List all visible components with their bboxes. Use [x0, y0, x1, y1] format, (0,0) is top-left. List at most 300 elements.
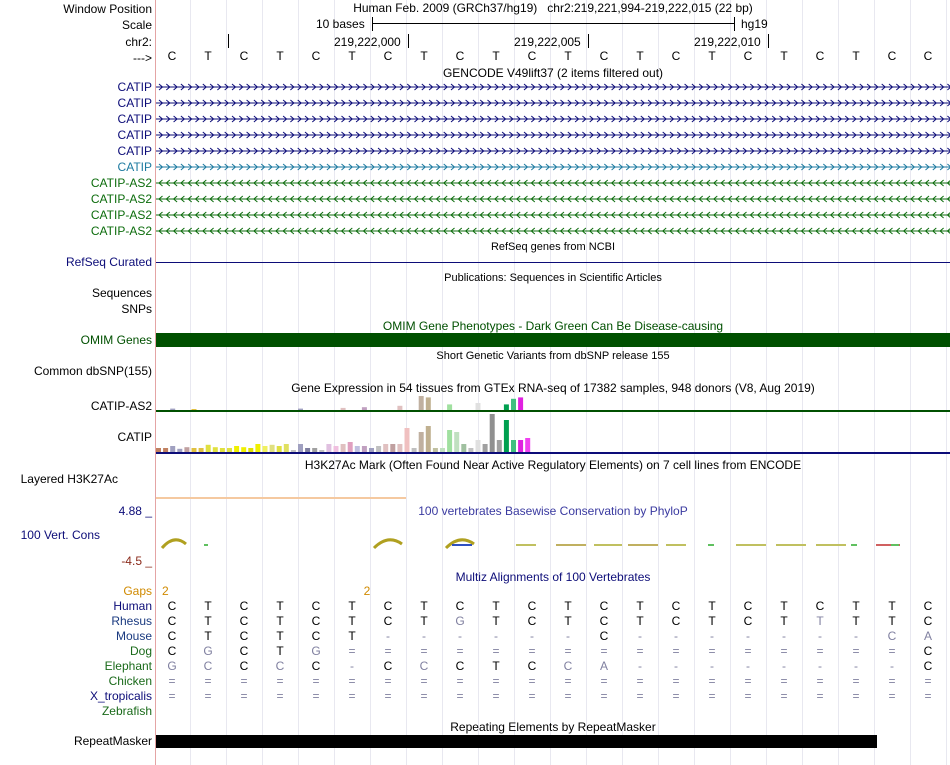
aligned-base: C: [383, 659, 393, 673]
aligned-base: =: [312, 689, 320, 703]
aligned-base: -: [890, 659, 894, 673]
aligned-base: =: [348, 689, 356, 703]
aligned-base: C: [599, 629, 609, 643]
aligned-base: C: [527, 599, 537, 613]
aligned-base: =: [672, 644, 680, 658]
phylop-score-mark: [204, 544, 208, 546]
sequence-base: T: [708, 49, 716, 63]
aligned-base: G: [203, 644, 213, 658]
sequence-base: T: [636, 49, 644, 63]
aligned-base: T: [816, 614, 824, 628]
aligned-base: =: [672, 689, 680, 703]
gtex-tissue-bar: [192, 448, 197, 452]
gencode-item-label[interactable]: CATIP: [117, 144, 152, 158]
gtex-tissue-bar: [483, 444, 488, 452]
gtex-tissue-bar: [199, 448, 204, 452]
scale-bar: [372, 23, 734, 24]
aligned-base: =: [420, 674, 428, 688]
aligned-base: =: [852, 689, 860, 703]
aligned-base: C: [311, 629, 321, 643]
aligned-base: T: [636, 599, 644, 613]
phylop-score-mark: [666, 544, 686, 546]
aligned-base: =: [564, 644, 572, 658]
gtex-tissue-bar: [433, 448, 438, 452]
gtex-tissue-bar: [511, 399, 516, 410]
gencode-transcripts[interactable]: [156, 80, 950, 240]
aligned-base: C: [167, 629, 177, 643]
chrom-label: chr2:: [125, 35, 152, 49]
aligned-base: C: [239, 629, 249, 643]
aligned-base: C: [311, 599, 321, 613]
gtex-tissue-bar: [277, 446, 282, 452]
gencode-transcript[interactable]: [156, 100, 950, 106]
aligned-base: C: [275, 659, 285, 673]
phylop-score-mark: [452, 544, 472, 546]
aligned-base: =: [420, 644, 428, 658]
repeatmasker-element[interactable]: [156, 735, 877, 748]
phylop-score-mark: [776, 544, 806, 546]
phylop-track-label[interactable]: 100 Vert. Cons: [20, 528, 100, 542]
aligned-base: =: [780, 644, 788, 658]
aligned-base: =: [744, 689, 752, 703]
phylop-title: 100 vertebrates Basewise Conservation by PhyloP: [418, 504, 688, 518]
aligned-base: C: [455, 599, 465, 613]
phylop-score-mark: [736, 544, 766, 546]
gtex-tissue-bar: [220, 448, 225, 452]
aligned-base: =: [744, 674, 752, 688]
gtex-tissue-bar: [412, 448, 417, 452]
aligned-base: =: [528, 644, 536, 658]
aligned-base: C: [311, 659, 321, 673]
gtex-tissue-bar: [362, 407, 367, 410]
gencode-transcript[interactable]: [156, 180, 950, 186]
aligned-base: -: [710, 659, 714, 673]
phylop-score-mark: [594, 544, 622, 546]
h3k27ac-title: H3K27Ac Mark (Often Found Near Active Regulatory Elements) on 7 cell lines from ENCODE: [304, 458, 802, 472]
aligned-base: -: [386, 629, 390, 643]
aligned-base: C: [167, 614, 177, 628]
aligned-base: -: [566, 629, 570, 643]
sequence-base: T: [492, 49, 500, 63]
assembly-label: hg19: [741, 17, 768, 31]
species-label[interactable]: X_tropicalis: [89, 689, 152, 703]
aligned-base: =: [492, 644, 500, 658]
aligned-base: =: [528, 689, 536, 703]
aligned-base: -: [854, 659, 858, 673]
species-label[interactable]: Zebrafish: [101, 704, 152, 718]
gtex-tissue-bar: [362, 446, 367, 452]
gtex-tissue-bar: [291, 450, 296, 452]
gencode-item-label[interactable]: CATIP-AS2: [90, 192, 152, 206]
aligned-base: =: [168, 689, 176, 703]
aligned-base: =: [528, 674, 536, 688]
aligned-base: =: [456, 689, 464, 703]
scale-bar-right-tick: [734, 17, 735, 31]
gencode-transcript[interactable]: [156, 132, 950, 138]
species-label[interactable]: Mouse: [115, 629, 152, 643]
aligned-base: T: [780, 599, 788, 613]
sequence-base: C: [923, 49, 933, 63]
aligned-base: =: [888, 689, 896, 703]
repeatmasker-title: Repeating Elements by RepeatMasker: [450, 720, 656, 734]
gtex-tissue-bar: [490, 414, 495, 452]
phylop-score-mark: [891, 544, 899, 546]
gtex-tissue-bar: [511, 440, 516, 452]
h3k27ac-signal[interactable]: [156, 497, 406, 499]
aligned-base: =: [492, 674, 500, 688]
aligned-base: =: [816, 644, 824, 658]
coord-tick: [408, 34, 409, 48]
aligned-base: -: [350, 659, 354, 673]
scale-bar-left-tick: [372, 17, 373, 31]
gencode-item-label[interactable]: CATIP-AS2: [90, 224, 152, 238]
aligned-base: T: [348, 629, 356, 643]
scale-text: 10 bases: [316, 17, 365, 31]
omim-track-label[interactable]: OMIM Genes: [80, 333, 152, 347]
phylop-score-mark: [556, 544, 586, 546]
aligned-base: =: [636, 644, 644, 658]
gtex-tissue-bar: [348, 442, 353, 452]
omim-title: OMIM Gene Phenotypes - Dark Green Can Be Disease-causing: [382, 319, 724, 333]
gtex-tissue-bar: [497, 440, 502, 452]
publications-title: Publications: Sequences in Scientific Articles: [444, 272, 662, 284]
gtex-tissue-bar: [476, 403, 481, 410]
sequence-base: C: [599, 49, 609, 63]
aligned-base: C: [671, 614, 681, 628]
gtex-tissue-bar: [241, 447, 246, 452]
gtex-tissue-bar: [405, 428, 410, 452]
aligned-base: -: [818, 629, 822, 643]
aligned-base: C: [527, 659, 537, 673]
gtex-tissue-bar: [326, 444, 331, 452]
refseq-title: RefSeq genes from NCBI: [490, 241, 616, 253]
gencode-transcript[interactable]: [156, 148, 950, 154]
dbsnp-track-label[interactable]: Common dbSNP(155): [33, 364, 152, 378]
gtex-tissue-bar: [419, 396, 424, 410]
aligned-base: =: [780, 674, 788, 688]
aligned-base: T: [636, 614, 644, 628]
aligned-base: C: [599, 599, 609, 613]
gtex-tissue-bar: [454, 432, 459, 452]
aligned-base: -: [818, 659, 822, 673]
aligned-base: T: [708, 614, 716, 628]
phylop-score-mark: [374, 540, 402, 548]
gtex-tissue-bar: [518, 440, 523, 452]
aligned-base: =: [816, 689, 824, 703]
aligned-base: =: [456, 674, 464, 688]
coord-tick: [228, 34, 229, 48]
sequence-base: T: [420, 49, 428, 63]
aligned-base: =: [780, 689, 788, 703]
gtex-tissue-bar: [369, 448, 374, 452]
aligned-base: T: [204, 614, 212, 628]
gtex-tissue-bar: [163, 448, 168, 452]
gtex-expression-chart[interactable]: [156, 396, 950, 456]
coord-label-3: 219,222,010: [694, 35, 761, 49]
gencode-transcript[interactable]: [156, 228, 950, 234]
aligned-base: =: [204, 689, 212, 703]
sequence-base: T: [780, 49, 788, 63]
aligned-base: C: [203, 659, 213, 673]
track-label-panel: [0, 0, 155, 765]
gtex-tissue-bar: [312, 448, 317, 452]
phylop-score-mark: [628, 544, 658, 546]
gtex-tissue-bar: [397, 406, 402, 410]
aligned-base: =: [240, 689, 248, 703]
gencode-item-label[interactable]: CATIP: [117, 160, 152, 174]
track-display-area[interactable]: [156, 0, 950, 765]
refseq-track-label[interactable]: RefSeq Curated: [65, 255, 152, 269]
gtex-tissue-bar: [440, 448, 445, 452]
aligned-base: C: [383, 614, 393, 628]
gencode-transcript[interactable]: [156, 164, 950, 170]
sequence-base: C: [455, 49, 465, 63]
gencode-item-label[interactable]: CATIP: [117, 80, 152, 94]
aligned-base: C: [239, 614, 249, 628]
aligned-base: -: [674, 629, 678, 643]
aligned-base: T: [780, 614, 788, 628]
aligned-base: =: [312, 674, 320, 688]
species-label[interactable]: Rhesus: [111, 614, 152, 628]
coord-tick: [588, 34, 589, 48]
strand-label: --->: [133, 51, 152, 65]
position-text: Human Feb. 2009 (GRCh37/hg19) chr2:219,221,994-219,222,015 (22 bp): [353, 1, 753, 15]
aligned-base: =: [888, 674, 896, 688]
aligned-base: -: [638, 659, 642, 673]
aligned-base: C: [311, 614, 321, 628]
gtex-tissue-bar: [263, 446, 268, 452]
gtex-tissue-bar: [319, 450, 324, 452]
aligned-base: =: [564, 674, 572, 688]
gtex-tissue-bar: [518, 397, 523, 410]
species-label[interactable]: Elephant: [104, 659, 152, 673]
aligned-base: T: [888, 599, 896, 613]
aligned-base: C: [599, 614, 609, 628]
sequence-base: C: [167, 49, 177, 63]
aligned-base: T: [420, 599, 428, 613]
aligned-base: C: [239, 659, 249, 673]
gencode-transcript[interactable]: [156, 196, 950, 202]
phylop-score-mark: [446, 540, 474, 548]
sequence-base: T: [852, 49, 860, 63]
gtex-tissue-bar: [206, 445, 211, 452]
aligned-base: =: [600, 644, 608, 658]
phylop-score-mark: [851, 544, 857, 546]
aligned-base: C: [383, 599, 393, 613]
sequence-base: C: [887, 49, 897, 63]
aligned-base: C: [923, 644, 933, 658]
sequence-base: C: [239, 49, 249, 63]
aligned-base: =: [384, 644, 392, 658]
multiz-title: Multiz Alignments of 100 Vertebrates: [455, 570, 651, 584]
gencode-item-label[interactable]: CATIP-AS2: [90, 208, 152, 222]
aligned-base: T: [852, 614, 860, 628]
aligned-base: C: [167, 644, 177, 658]
gtex-tissue-bar: [177, 449, 182, 452]
phylop-max-label: 4.88 _: [118, 504, 152, 518]
gtex-tissue-bar: [504, 420, 509, 452]
aligned-base: =: [672, 674, 680, 688]
coord-label-2: 219,222,005: [514, 35, 581, 49]
gtex-tissue-bar: [447, 430, 452, 452]
aligned-base: C: [167, 599, 177, 613]
aligned-base: =: [240, 674, 248, 688]
gtex-tissue-bar: [468, 448, 473, 452]
aligned-base: -: [854, 629, 858, 643]
gtex-tissue-bar: [390, 444, 395, 452]
aligned-base: G: [455, 614, 465, 628]
aligned-base: =: [600, 674, 608, 688]
gencode-item-label[interactable]: CATIP-AS2: [90, 176, 152, 190]
gtex-tissue-bar: [383, 444, 388, 452]
gencode-transcript[interactable]: [156, 212, 950, 218]
h3k27ac-track-label[interactable]: Layered H3K27Ac: [20, 472, 118, 486]
phylop-score-mark: [816, 544, 846, 546]
aligned-base: =: [492, 689, 500, 703]
aligned-base: =: [924, 674, 932, 688]
gtex-tissue-bar: [170, 446, 175, 452]
gtex-tissue-bar: [476, 440, 481, 452]
coord-tick: [768, 34, 769, 48]
aligned-base: -: [746, 659, 750, 673]
publications-snps-label[interactable]: SNPs: [121, 302, 152, 316]
gaps-row: [156, 584, 950, 598]
gtex-label-catip[interactable]: CATIP: [117, 430, 152, 444]
sequence-base: C: [743, 49, 753, 63]
aligned-base: =: [636, 689, 644, 703]
gtex-tissue-bar: [426, 397, 431, 410]
coord-label-1: 219,222,000: [334, 35, 401, 49]
aligned-base: =: [636, 674, 644, 688]
gtex-tissue-bar: [184, 447, 189, 452]
gtex-tissue-bar: [397, 444, 402, 452]
phylop-score-mark: [708, 544, 714, 546]
aligned-base: =: [744, 644, 752, 658]
aligned-base: T: [564, 599, 572, 613]
aligned-base: =: [276, 689, 284, 703]
gencode-item-label[interactable]: CATIP: [117, 128, 152, 142]
aligned-base: =: [852, 644, 860, 658]
aligned-base: C: [671, 599, 681, 613]
aligned-base: G: [311, 644, 321, 658]
dbsnp-title: Short Genetic Variants from dbSNP release 155: [436, 350, 670, 362]
gtex-tissue-bar: [156, 448, 161, 452]
aligned-base: =: [168, 674, 176, 688]
aligned-base: C: [563, 659, 573, 673]
aligned-base: -: [422, 629, 426, 643]
publications-sequences-label[interactable]: Sequences: [91, 286, 152, 300]
aligned-base: =: [888, 644, 896, 658]
gap-count: 2: [162, 584, 169, 598]
aligned-base: G: [167, 659, 177, 673]
gencode-transcript[interactable]: [156, 84, 950, 90]
sequence-base: T: [204, 49, 212, 63]
sequence-base: C: [311, 49, 321, 63]
species-label[interactable]: Dog: [129, 644, 152, 658]
sequence-base: C: [527, 49, 537, 63]
sequence-base: C: [383, 49, 393, 63]
gtex-tissue-bar: [334, 446, 339, 452]
aligned-base: T: [276, 599, 284, 613]
aligned-base: =: [204, 674, 212, 688]
species-label[interactable]: Chicken: [108, 674, 152, 688]
aligned-base: T: [708, 599, 716, 613]
aligned-base: C: [239, 644, 249, 658]
gtex-tissue-bar: [255, 444, 260, 452]
aligned-base: C: [743, 599, 753, 613]
gtex-tissue-bar: [298, 409, 303, 410]
phylop-score-mark: [162, 540, 186, 548]
refseq-gene-line[interactable]: [156, 262, 950, 263]
species-label[interactable]: Human: [113, 599, 152, 613]
sequence-base: T: [276, 49, 284, 63]
aligned-base: =: [276, 674, 284, 688]
gtex-label-catip-as2[interactable]: CATIP-AS2: [90, 399, 152, 413]
aligned-base: T: [276, 644, 284, 658]
gencode-title: GENCODE V49lift37 (2 items filtered out): [442, 66, 664, 80]
gtex-tissue-bar: [192, 409, 197, 410]
aligned-base: T: [204, 599, 212, 613]
aligned-base: C: [887, 629, 897, 643]
repeatmasker-track-label[interactable]: RepeatMasker: [73, 734, 152, 748]
dna-sequence: [156, 49, 950, 63]
aligned-base: T: [564, 614, 572, 628]
omim-feature-bar[interactable]: [156, 333, 950, 347]
gencode-transcript[interactable]: [156, 116, 950, 122]
aligned-base: =: [384, 674, 392, 688]
aligned-base: T: [204, 629, 212, 643]
aligned-base: =: [708, 689, 716, 703]
aligned-base: =: [456, 644, 464, 658]
aligned-base: C: [923, 659, 933, 673]
aligned-base: -: [494, 629, 498, 643]
aligned-base: -: [782, 659, 786, 673]
aligned-base: C: [455, 659, 465, 673]
aligned-base: -: [710, 629, 714, 643]
gtex-tissue-bar: [270, 445, 275, 452]
window-position-label: Window Position: [63, 2, 152, 16]
aligned-base: -: [674, 659, 678, 673]
phylop-score-mark: [516, 544, 536, 546]
gtex-tissue-bar: [461, 444, 466, 452]
aligned-base: -: [746, 629, 750, 643]
aligned-base: C: [815, 599, 825, 613]
gtex-tissue-bar: [248, 448, 253, 452]
gtex-title: Gene Expression in 54 tissues from GTEx RNA-seq of 17382 samples, 948 donors (V8, Aug 2019): [291, 381, 815, 395]
aligned-base: A: [599, 659, 608, 673]
aligned-base: T: [276, 614, 284, 628]
gtex-tissue-bar: [376, 446, 381, 452]
aligned-base: =: [564, 689, 572, 703]
aligned-base: =: [600, 689, 608, 703]
aligned-base: T: [420, 614, 428, 628]
gtex-tissue-bar: [213, 447, 218, 452]
aligned-base: T: [888, 614, 896, 628]
gtex-tissue-bar: [284, 444, 289, 452]
gencode-item-label[interactable]: CATIP: [117, 112, 152, 126]
phylop-conservation-plot[interactable]: [156, 534, 950, 558]
aligned-base: C: [527, 614, 537, 628]
aligned-base: T: [348, 614, 356, 628]
aligned-base: C: [419, 659, 429, 673]
sequence-base: T: [564, 49, 572, 63]
gencode-item-label[interactable]: CATIP: [117, 96, 152, 110]
aligned-base: =: [852, 674, 860, 688]
aligned-base: T: [492, 659, 500, 673]
aligned-base: T: [852, 599, 860, 613]
aligned-base: T: [276, 629, 284, 643]
scale-label: Scale: [121, 18, 152, 32]
